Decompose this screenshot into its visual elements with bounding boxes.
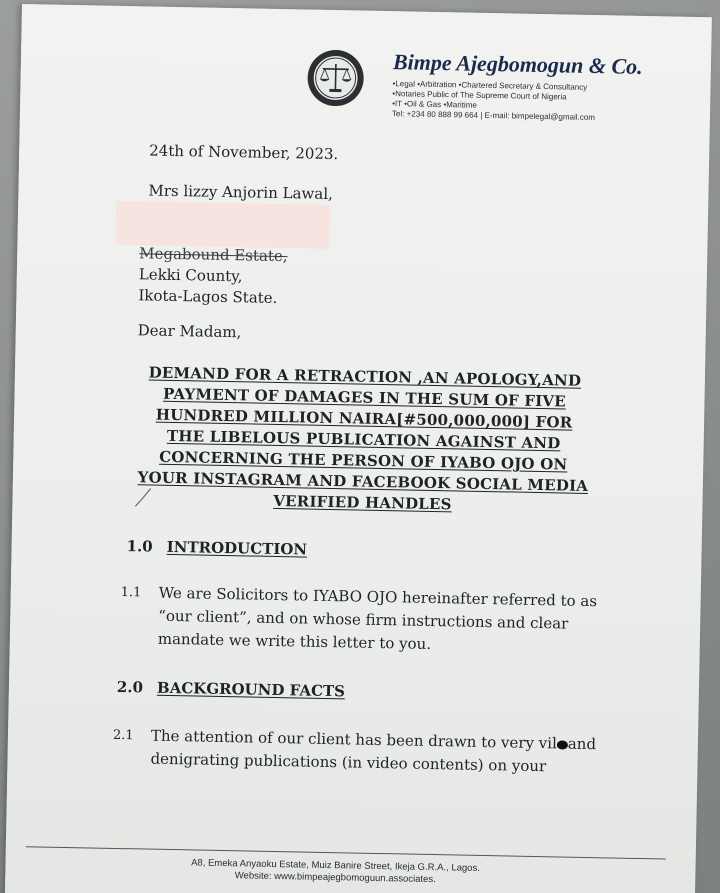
paragraph-number: 2.1 <box>112 727 134 744</box>
letter-page <box>5 4 712 893</box>
redaction-box <box>115 201 330 249</box>
footer-address: A8, Emeka Anyaoku Estate, Muiz Banire Street, Ikeja G.R.A., Lagos. <box>191 857 481 874</box>
heading-line: VERIFIED HANDLES <box>273 491 452 514</box>
scales-of-justice-logo <box>305 47 366 108</box>
paragraph-text <box>150 725 611 780</box>
firm-details <box>392 79 663 124</box>
heading-line: DEMAND FOR A RETRACTION ,AN APOLOGY,AND <box>148 363 582 390</box>
heading-line: YOUR INSTAGRAM AND FACEBOOK SOCIAL MEDIA <box>137 468 589 495</box>
salutation: Dear Madam, <box>137 321 242 342</box>
address-line: Ikota-Lagos State. <box>138 286 278 307</box>
section-number: 2.0 <box>116 677 144 697</box>
addressee-name: Mrs lizzy Anjorin Lawal, <box>148 181 334 204</box>
paragraph-line: “our client”, and on whose firm instructions and clear <box>158 606 569 633</box>
section-number: 1.0 <box>126 537 153 556</box>
firm-sectors: •IT •Oil & Gas •Maritime <box>392 99 477 110</box>
paragraph-line: mandate we write this letter to you. <box>157 629 432 653</box>
paragraph-line-tail: and <box>567 734 597 754</box>
heading-line: PAYMENT OF DAMAGES IN THE SUM OF FIVE <box>162 384 567 411</box>
address-line: Lekki County, <box>138 265 243 286</box>
heading-line: HUNDRED MILLION NAIRA[#500,000,000] FOR <box>155 405 573 432</box>
letter-date: 24th of November, 2023. <box>149 141 339 164</box>
addressee-address <box>138 243 288 309</box>
firm-notaries: •Notaries Public of The Supreme Court of Nigeria <box>392 89 567 102</box>
ink-blot <box>557 740 568 749</box>
paragraph-line: denigrating publications (in video contents) on your <box>150 749 547 776</box>
firm-contact: Tel: +234 80 888 99 664 | E-mail: bimpelegal@gmail.com <box>391 109 595 123</box>
address-line: Megabound Estate, <box>139 244 288 266</box>
paragraph-line: We are Solicitors to IYABO OJO hereinafter referred to as <box>158 583 598 611</box>
paragraph-text <box>158 582 619 660</box>
section-title: INTRODUCTION <box>166 537 308 559</box>
paragraph-number: 1.1 <box>120 585 142 601</box>
handwritten-tick-mark <box>132 484 162 511</box>
letter-footer <box>75 855 595 889</box>
section-heading <box>126 537 307 558</box>
heading-line: CONCERNING THE PERSON OF IYABO OJO ON <box>159 447 568 474</box>
heading-line: THE LIBELOUS PUBLICATION AGAINST AND <box>166 426 561 453</box>
firm-name: Bimpe Ajegbomogun & Co. <box>392 49 643 79</box>
footer-website: Website: www.bimpeajegbomoguun.associates. <box>234 870 436 886</box>
firm-services: •Legal •Arbitration •Chartered Secretary & Consultancy <box>392 79 588 92</box>
paragraph-line: The attention of our client has been drawn to very vil <box>150 726 558 753</box>
section-title: BACKGROUND FACTS <box>156 678 346 701</box>
subject-heading <box>112 362 615 519</box>
section-heading <box>117 678 345 700</box>
